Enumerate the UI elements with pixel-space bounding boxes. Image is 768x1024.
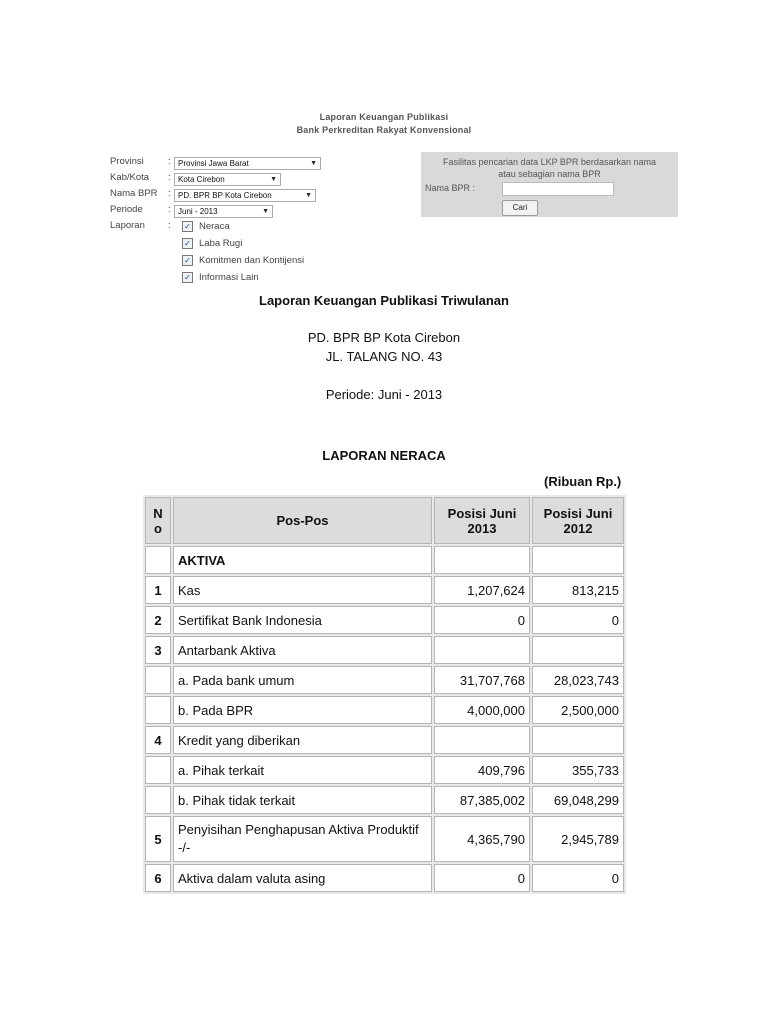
report-period: Periode: Juni - 2013 <box>325 387 443 402</box>
checkbox-checked-icon[interactable]: ✓ <box>182 255 193 266</box>
row-pos: a. Pihak terkait <box>173 756 432 784</box>
row-value-2012: 355,733 <box>532 756 624 784</box>
laporan-colon: : <box>168 220 171 231</box>
chevron-down-icon: ▼ <box>305 192 312 199</box>
neraca-table <box>143 495 626 894</box>
chevron-down-icon: ▼ <box>270 176 277 183</box>
report-bank-name: PD. BPR BP Kota Cirebon <box>307 330 461 345</box>
provinsi-label: Provinsi <box>110 156 144 167</box>
nama-bpr-colon: : <box>168 188 171 199</box>
search-input[interactable] <box>502 182 614 196</box>
row-value-2012: 813,215 <box>532 576 624 604</box>
laporan-label: Laporan <box>110 220 145 231</box>
nama-bpr-label: Nama BPR <box>110 188 158 199</box>
nama-bpr-select-value: PD. BPR BP Kota Cirebon <box>178 191 272 200</box>
row-value-2012 <box>532 546 624 574</box>
report-unit: (Ribuan Rp.) <box>544 474 622 489</box>
table-row <box>145 696 624 724</box>
header-no <box>145 497 171 544</box>
search-panel <box>421 152 678 217</box>
header-no-line1: N <box>153 505 163 521</box>
row-pos: b. Pihak tidak terkait <box>173 786 432 814</box>
kabkota-label: Kab/Kota <box>110 172 150 183</box>
report-section-title: LAPORAN NERACA <box>322 448 446 463</box>
periode-colon: : <box>168 204 171 215</box>
table-row <box>145 666 624 694</box>
header-posisi-2013-line2: 2013 <box>467 520 497 536</box>
header-posisi-2013-line1: Posisi Juni <box>447 505 517 521</box>
row-value-2013: 0 <box>434 864 530 892</box>
row-value-2013: 87,385,002 <box>434 786 530 814</box>
checkbox-checked-icon[interactable]: ✓ <box>182 272 193 283</box>
row-value-2013: 31,707,768 <box>434 666 530 694</box>
search-button[interactable]: Cari <box>502 200 538 216</box>
table-row <box>145 576 624 604</box>
row-value-2012: 28,023,743 <box>532 666 624 694</box>
row-pos: Antarbank Aktiva <box>173 636 432 664</box>
header-posisi-2013 <box>434 497 530 544</box>
row-value-2013: 1,207,624 <box>434 576 530 604</box>
periode-label: Periode <box>110 204 143 215</box>
table-row <box>145 636 624 664</box>
table-row <box>145 606 624 634</box>
row-no: 6 <box>145 864 171 892</box>
kabkota-colon: : <box>168 172 171 183</box>
row-no: 4 <box>145 726 171 754</box>
row-value-2012 <box>532 726 624 754</box>
row-pos: AKTIVA <box>173 546 432 574</box>
row-value-2013: 0 <box>434 606 530 634</box>
row-no <box>145 546 171 574</box>
table-header-row <box>145 497 624 544</box>
checkbox-checked-icon[interactable]: ✓ <box>182 238 193 249</box>
chevron-down-icon: ▼ <box>310 160 317 167</box>
laporan-option-komitmen[interactable] <box>182 255 304 266</box>
search-description-line2: atau sebagian nama BPR <box>498 169 601 179</box>
kabkota-select[interactable] <box>174 173 281 186</box>
row-value-2012: 0 <box>532 864 624 892</box>
row-value-2013: 409,796 <box>434 756 530 784</box>
search-label: Nama BPR : <box>425 183 476 193</box>
table-row <box>145 816 624 862</box>
row-value-2013 <box>434 636 530 664</box>
row-pos: Penyisihan Penghapusan Aktiva Produktif -/- <box>173 816 432 862</box>
table-row <box>145 756 624 784</box>
row-no <box>145 786 171 814</box>
provinsi-colon: : <box>168 156 171 167</box>
periode-select[interactable] <box>174 205 273 218</box>
laporan-option-label: Informasi Lain <box>199 272 259 283</box>
row-no: 5 <box>145 816 171 862</box>
row-no: 2 <box>145 606 171 634</box>
row-pos: Aktiva dalam valuta asing <box>173 864 432 892</box>
page-header-title: Laporan Keuangan Publikasi <box>319 112 449 122</box>
search-description <box>421 156 678 180</box>
laporan-option-label: Neraca <box>199 221 230 232</box>
laporan-option-label: Laba Rugi <box>199 238 243 249</box>
report-address: JL. TALANG NO. 43 <box>325 349 443 364</box>
chevron-down-icon: ▼ <box>262 208 269 215</box>
row-pos: Kredit yang diberikan <box>173 726 432 754</box>
laporan-option-label: Komitmen dan Kontijensi <box>199 255 305 266</box>
row-value-2012: 2,500,000 <box>532 696 624 724</box>
row-no: 1 <box>145 576 171 604</box>
header-pos: Pos-Pos <box>173 497 432 544</box>
row-value-2013: 4,000,000 <box>434 696 530 724</box>
header-posisi-2012-line2: 2012 <box>563 520 593 536</box>
page-header-subtitle: Bank Perkreditan Rakyat Konvensional <box>296 125 472 135</box>
search-description-line1: Fasilitas pencarian data LKP BPR berdasarkan nama <box>443 157 656 167</box>
row-pos: Sertifikat Bank Indonesia <box>173 606 432 634</box>
row-value-2012: 69,048,299 <box>532 786 624 814</box>
header-posisi-2012 <box>532 497 624 544</box>
table-row <box>145 546 624 574</box>
row-no <box>145 756 171 784</box>
row-value-2012: 2,945,789 <box>532 816 624 862</box>
nama-bpr-select[interactable] <box>174 189 316 202</box>
row-value-2013 <box>434 546 530 574</box>
header-no-line2: o <box>154 520 162 536</box>
row-no <box>145 696 171 724</box>
table-row <box>145 864 624 892</box>
provinsi-select[interactable] <box>174 157 321 170</box>
laporan-option-informasi-lain[interactable] <box>182 272 259 283</box>
laporan-option-neraca[interactable] <box>182 221 230 232</box>
row-no <box>145 666 171 694</box>
periode-select-value: Juni - 2013 <box>178 207 218 216</box>
row-no: 3 <box>145 636 171 664</box>
table-row <box>145 726 624 754</box>
row-pos: a. Pada bank umum <box>173 666 432 694</box>
kabkota-select-value: Kota Cirebon <box>178 175 225 184</box>
report-title: Laporan Keuangan Publikasi Triwulanan <box>259 293 509 308</box>
header-posisi-2012-line1: Posisi Juni <box>543 505 613 521</box>
row-value-2013 <box>434 726 530 754</box>
checkbox-checked-icon[interactable]: ✓ <box>182 221 193 232</box>
row-pos: Kas <box>173 576 432 604</box>
row-value-2012 <box>532 636 624 664</box>
table-row <box>145 786 624 814</box>
row-pos: b. Pada BPR <box>173 696 432 724</box>
laporan-option-laba-rugi[interactable] <box>182 238 242 249</box>
provinsi-select-value: Provinsi Jawa Barat <box>178 159 249 168</box>
row-value-2012: 0 <box>532 606 624 634</box>
row-value-2013: 4,365,790 <box>434 816 530 862</box>
